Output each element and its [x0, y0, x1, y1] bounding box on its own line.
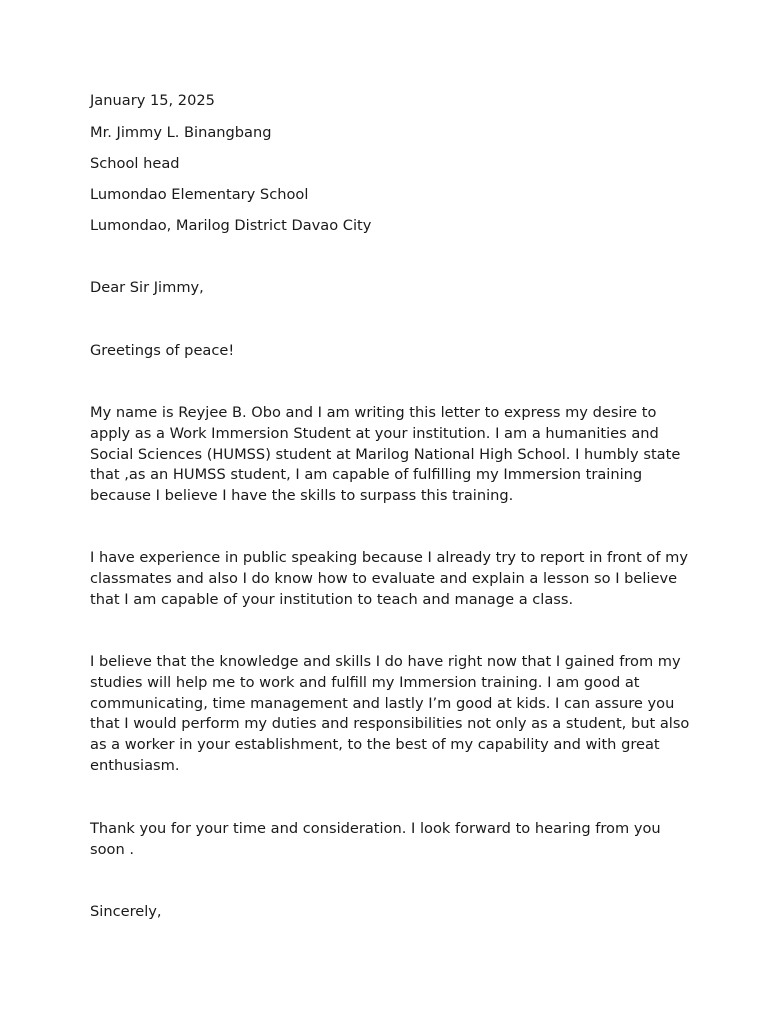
body-paragraph: I believe that the knowledge and skills I do have right now that I gained from my studies will help me to work and fulfill my Immersion training. I am good at communicating, time management and lastly I’m good at kids. I can assure you that I would perform my duties and responsibilities not only as a student, but also as a worker in your establishment, to the best of my capability and with great enthusiasm. [90, 653, 690, 774]
recipient-school: Lumondao Elementary School [90, 186, 309, 203]
body-paragraph: I have experience in public speaking because I already try to report in front of my classmates and also I do know how to evaluate and explain a lesson so I believe that I am capable of your institution to teach and manage a class. [90, 549, 688, 608]
salutation: Dear Sir Jimmy, [90, 279, 204, 296]
greeting: Greetings of peace! [90, 342, 235, 359]
letter-date: January 15, 2025 [90, 92, 215, 109]
recipient-title: School head [90, 155, 180, 172]
recipient-name: Mr. Jimmy L. Binangbang [90, 124, 272, 141]
body-paragraph: My name is Reyjee B. Obo and I am writing this letter to express my desire to apply as a Work Immersion Student at your institution. I am a humanities and Social Sciences (HUMSS) student at Marilog National High School. I humbly state that ,as an HUMSS student, I am capable of fulfilling my Immersion training because I believe I have the skills to surpass this training. [90, 404, 681, 505]
closing: Sincerely, [90, 903, 162, 920]
body-paragraph: Thank you for your time and consideration. I look forward to hearing from you soon . [90, 820, 661, 858]
recipient-address: Lumondao, Marilog District Davao City [90, 217, 372, 234]
